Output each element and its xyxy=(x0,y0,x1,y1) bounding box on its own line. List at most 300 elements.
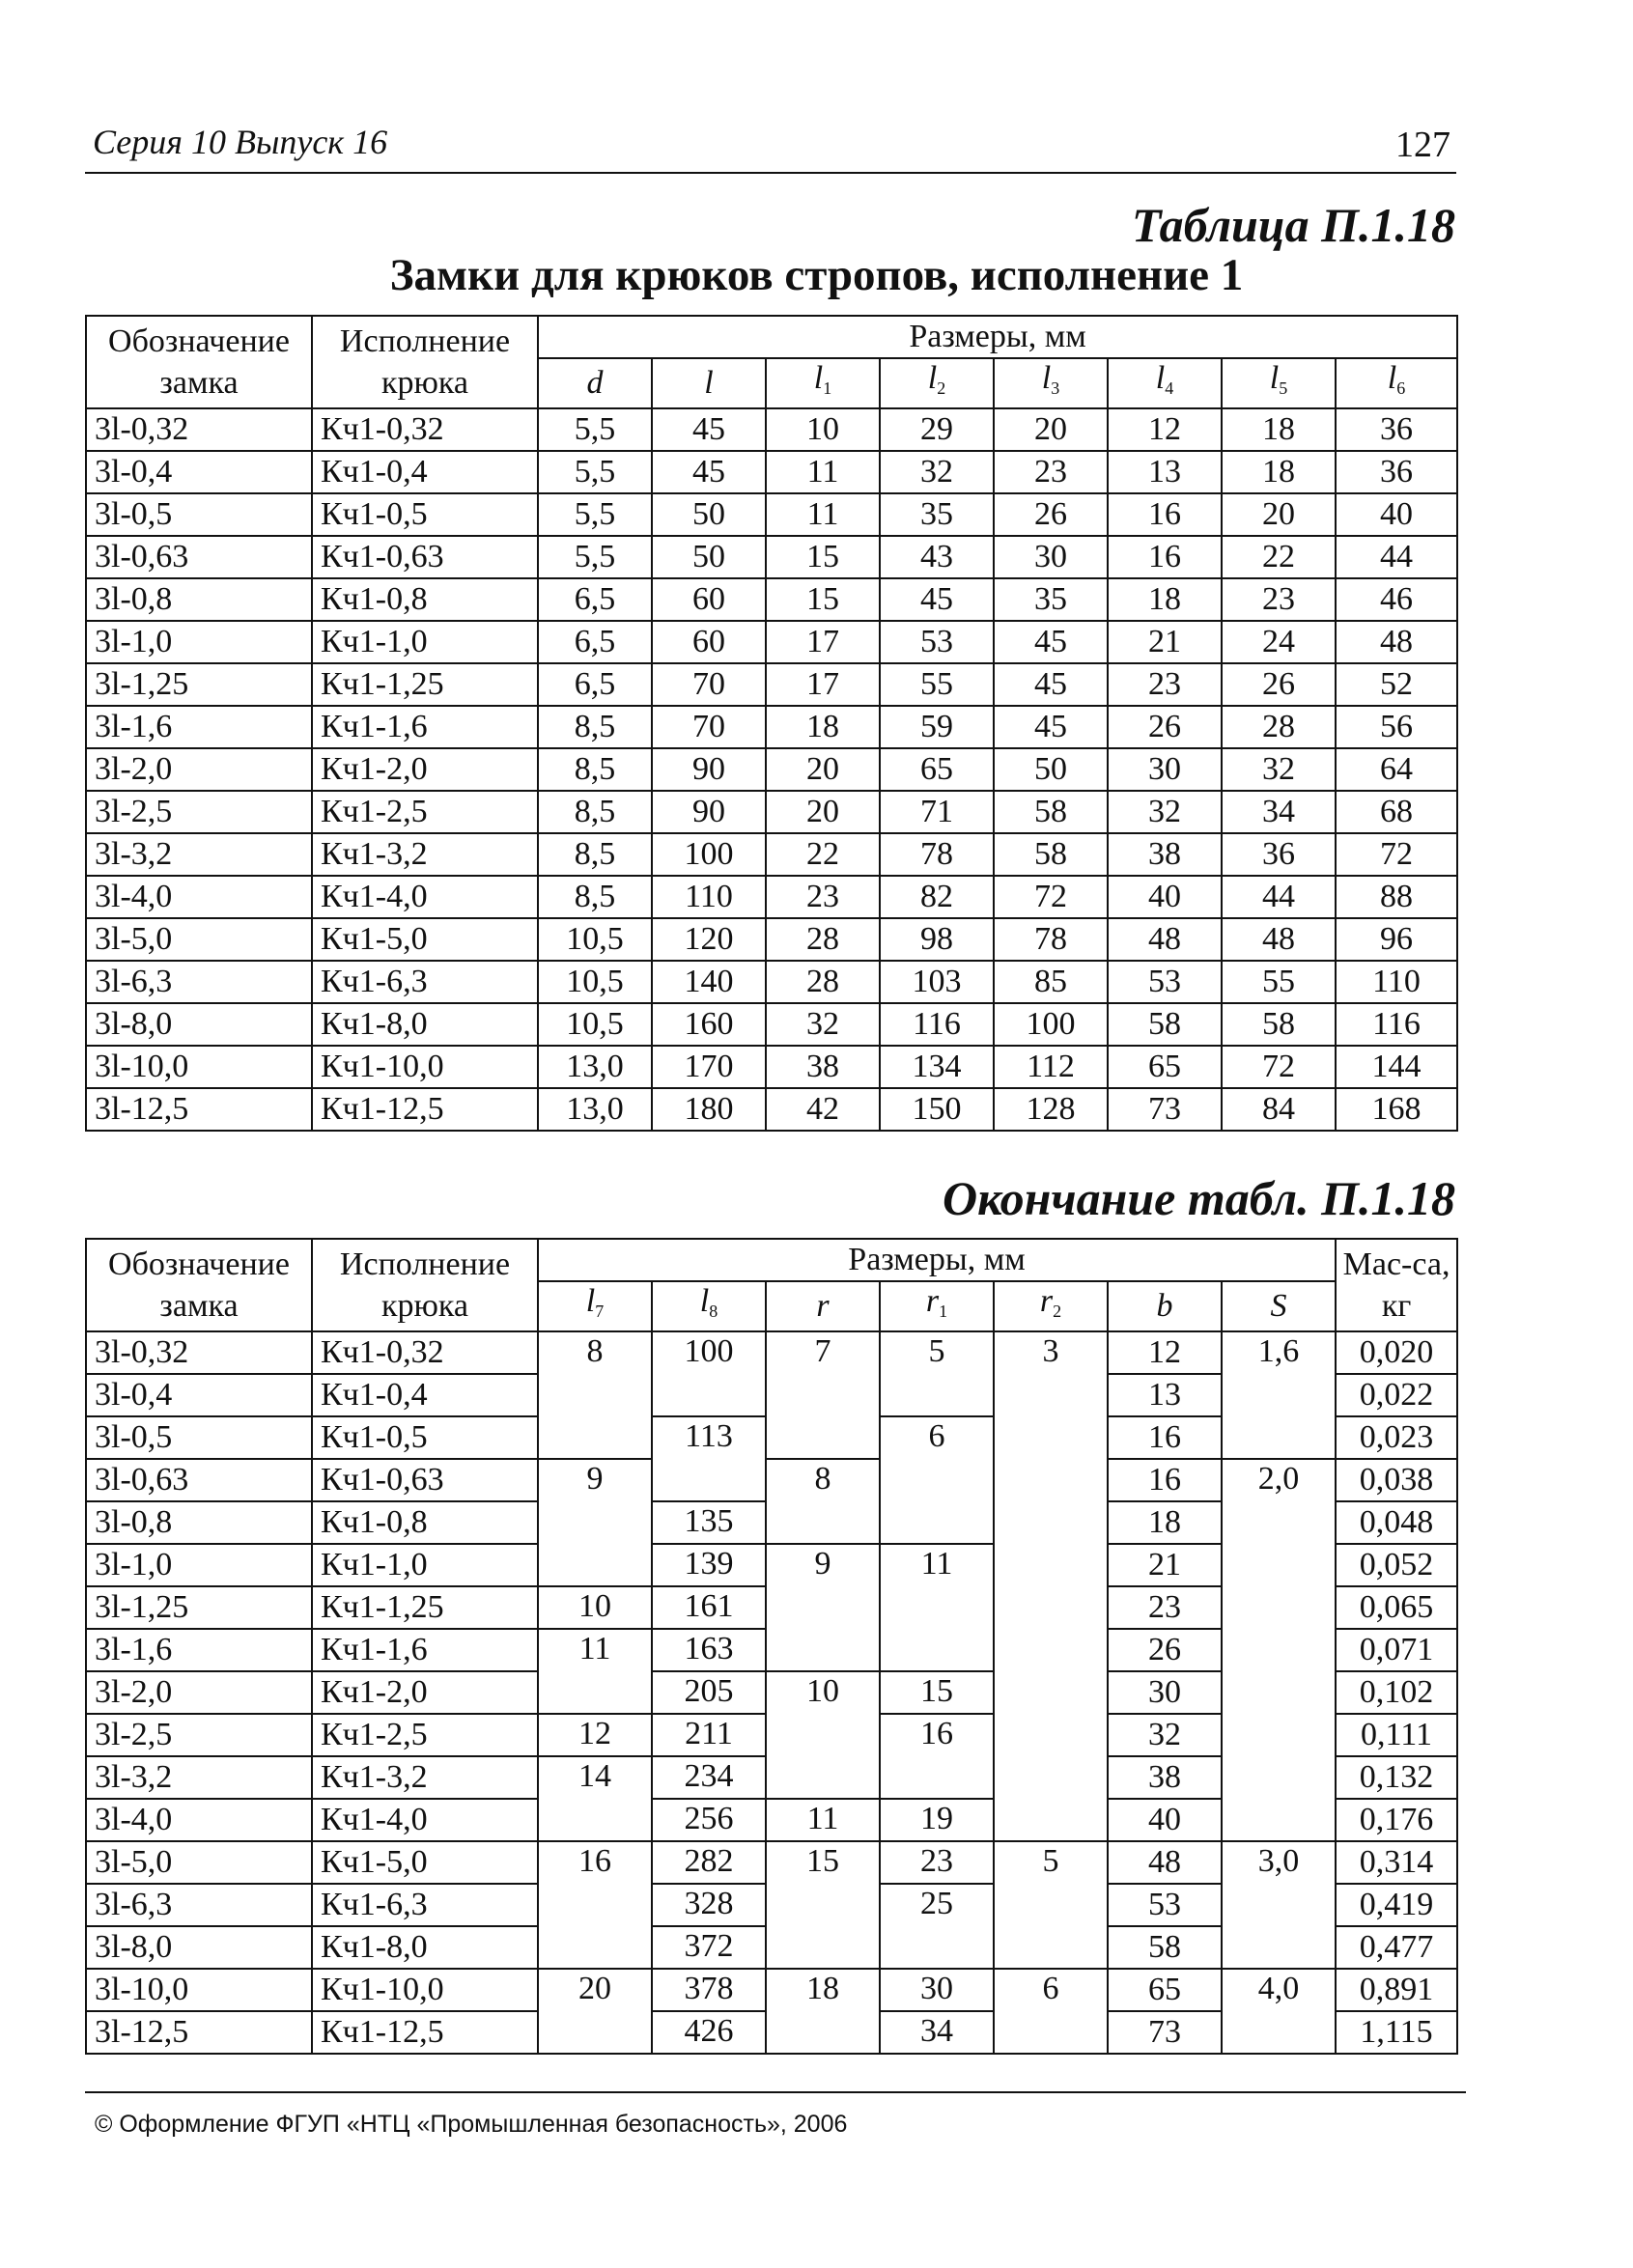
dim-l7: 10 xyxy=(538,1586,652,1629)
col-header-l1 xyxy=(766,358,880,408)
hook-version: Кч1-0,32 xyxy=(312,1331,538,1374)
dim-r1: 11 xyxy=(880,1544,994,1671)
dim-S: 4,0 xyxy=(1222,1969,1336,2054)
lock-designation: 3l-0,4 xyxy=(86,451,312,493)
dim-l: 45 xyxy=(652,408,766,451)
lock-designation: 3l-3,2 xyxy=(86,833,312,876)
hook-version: Кч1-0,63 xyxy=(312,1459,538,1501)
dim-b: 21 xyxy=(1108,1544,1222,1586)
dim-d: 6,5 xyxy=(538,663,652,706)
dim-l1: 38 xyxy=(766,1046,880,1088)
page-number: 127 xyxy=(1395,125,1450,165)
col-symbol: l xyxy=(1041,360,1052,396)
col-header-l xyxy=(652,358,766,408)
dim-l8: 234 xyxy=(652,1756,766,1799)
dim-S: 1,6 xyxy=(1222,1331,1336,1459)
dim-l4: 13 xyxy=(1108,451,1222,493)
dim-r1: 15 xyxy=(880,1671,994,1714)
table-row xyxy=(86,1046,1457,1088)
dim-r: 18 xyxy=(766,1969,880,2054)
dim-d: 5,5 xyxy=(538,451,652,493)
col-header-r xyxy=(766,1281,880,1331)
dim-l8: 282 xyxy=(652,1841,766,1884)
hook-version: Кч1-12,5 xyxy=(312,1088,538,1131)
dim-l: 70 xyxy=(652,663,766,706)
table-row xyxy=(86,493,1457,536)
dim-l7: 8 xyxy=(538,1331,652,1459)
dim-l7: 16 xyxy=(538,1841,652,1969)
dim-l4: 23 xyxy=(1108,663,1222,706)
hook-version: Кч1-2,5 xyxy=(312,1714,538,1756)
table-row xyxy=(86,1088,1457,1131)
continuation-label: Окончание табл. П.1.18 xyxy=(943,1171,1455,1225)
lock-designation: 3l-12,5 xyxy=(86,2011,312,2054)
mass-kg: 0,132 xyxy=(1336,1756,1457,1799)
lock-designation: 3l-4,0 xyxy=(86,876,312,918)
dim-l1: 20 xyxy=(766,791,880,833)
col-symbol: S xyxy=(1270,1288,1287,1324)
mass-kg: 0,071 xyxy=(1336,1629,1457,1671)
col-header-S xyxy=(1222,1281,1336,1331)
table-row xyxy=(86,833,1457,876)
dim-l6: 88 xyxy=(1336,876,1457,918)
locks-table-part1 xyxy=(85,315,1458,1132)
hook-version: Кч1-6,3 xyxy=(312,961,538,1003)
col-header-d xyxy=(538,358,652,408)
dim-b: 48 xyxy=(1108,1841,1222,1884)
dim-l: 120 xyxy=(652,918,766,961)
hook-version: Кч1-8,0 xyxy=(312,1003,538,1046)
table-row xyxy=(86,748,1457,791)
dim-l3: 45 xyxy=(994,663,1108,706)
header-hook: Исполнение крюка xyxy=(312,316,538,408)
hook-version: Кч1-5,0 xyxy=(312,1841,538,1884)
col-subscript: 6 xyxy=(1396,378,1406,398)
lock-designation: 3l-0,5 xyxy=(86,493,312,536)
mass-kg: 0,102 xyxy=(1336,1671,1457,1714)
dim-l2: 43 xyxy=(880,536,994,578)
mass-kg: 0,419 xyxy=(1336,1884,1457,1926)
dim-l5: 44 xyxy=(1222,876,1336,918)
col-symbol: l xyxy=(699,1283,710,1319)
dim-l: 60 xyxy=(652,578,766,621)
table-label: Таблица П.1.18 xyxy=(1131,198,1455,252)
table-row xyxy=(86,961,1457,1003)
dim-l8: 113 xyxy=(652,1416,766,1501)
hook-version: Кч1-1,25 xyxy=(312,663,538,706)
dim-l6: 56 xyxy=(1336,706,1457,748)
dim-l2: 71 xyxy=(880,791,994,833)
dim-l5: 32 xyxy=(1222,748,1336,791)
dim-l6: 168 xyxy=(1336,1088,1457,1131)
col-symbol: r xyxy=(1039,1283,1054,1319)
dim-l2: 116 xyxy=(880,1003,994,1046)
dim-d: 8,5 xyxy=(538,748,652,791)
dim-l4: 58 xyxy=(1108,1003,1222,1046)
dim-l8: 211 xyxy=(652,1714,766,1756)
hook-version: Кч1-3,2 xyxy=(312,833,538,876)
dim-l5: 28 xyxy=(1222,706,1336,748)
dim-l5: 23 xyxy=(1222,578,1336,621)
dim-b: 65 xyxy=(1108,1969,1222,2011)
dim-l4: 18 xyxy=(1108,578,1222,621)
col-subscript: 2 xyxy=(937,378,946,398)
col-subscript: 8 xyxy=(709,1302,718,1321)
dim-l3: 23 xyxy=(994,451,1108,493)
dim-r1: 30 xyxy=(880,1969,994,2011)
dim-l4: 53 xyxy=(1108,961,1222,1003)
dim-l4: 32 xyxy=(1108,791,1222,833)
table-row xyxy=(86,408,1457,451)
dim-l2: 98 xyxy=(880,918,994,961)
hook-version: Кч1-5,0 xyxy=(312,918,538,961)
dim-l1: 32 xyxy=(766,1003,880,1046)
col-subscript: 4 xyxy=(1165,378,1174,398)
dim-r1: 5 xyxy=(880,1331,994,1416)
dim-l6: 36 xyxy=(1336,408,1457,451)
dim-l: 70 xyxy=(652,706,766,748)
dim-l3: 30 xyxy=(994,536,1108,578)
dim-l4: 21 xyxy=(1108,621,1222,663)
mass-kg: 0,891 xyxy=(1336,1969,1457,2011)
dim-l2: 59 xyxy=(880,706,994,748)
col-header-r2 xyxy=(994,1281,1108,1331)
dim-r: 9 xyxy=(766,1544,880,1671)
dim-l8: 372 xyxy=(652,1926,766,1969)
dim-d: 5,5 xyxy=(538,536,652,578)
copyright-footer: © Оформление ФГУП «НТЦ «Промышленная безопасность», 2006 xyxy=(85,2091,1466,2139)
dim-r: 15 xyxy=(766,1841,880,1969)
hook-version: Кч1-1,0 xyxy=(312,1544,538,1586)
dim-l2: 134 xyxy=(880,1046,994,1088)
mass-kg: 0,023 xyxy=(1336,1416,1457,1459)
table-row xyxy=(86,578,1457,621)
lock-designation: 3l-1,0 xyxy=(86,1544,312,1586)
lock-designation: 3l-10,0 xyxy=(86,1969,312,2011)
lock-designation: 3l-1,0 xyxy=(86,621,312,663)
dim-l1: 15 xyxy=(766,536,880,578)
header-hook: Исполнение крюка xyxy=(312,1239,538,1331)
dim-l4: 48 xyxy=(1108,918,1222,961)
dim-l8: 426 xyxy=(652,2011,766,2054)
dim-b: 73 xyxy=(1108,2011,1222,2054)
lock-designation: 3l-2,0 xyxy=(86,1671,312,1714)
dim-l4: 38 xyxy=(1108,833,1222,876)
lock-designation: 3l-4,0 xyxy=(86,1799,312,1841)
table-row xyxy=(86,1969,1457,2011)
dim-S: 2,0 xyxy=(1222,1459,1336,1841)
dim-l4: 16 xyxy=(1108,493,1222,536)
lock-designation: 3l-0,32 xyxy=(86,408,312,451)
dim-l7: 12 xyxy=(538,1714,652,1756)
lock-designation: 3l-0,5 xyxy=(86,1416,312,1459)
dim-l5: 72 xyxy=(1222,1046,1336,1088)
lock-designation: 3l-1,25 xyxy=(86,1586,312,1629)
dim-l: 90 xyxy=(652,748,766,791)
dim-b: 38 xyxy=(1108,1756,1222,1799)
col-symbol: r xyxy=(925,1283,940,1319)
dim-l5: 18 xyxy=(1222,408,1336,451)
lock-designation: 3l-0,63 xyxy=(86,536,312,578)
dim-l3: 58 xyxy=(994,833,1108,876)
header-designation: Обозначение замка xyxy=(86,316,312,408)
hook-version: Кч1-0,4 xyxy=(312,1374,538,1416)
col-symbol: b xyxy=(1156,1288,1173,1324)
dim-l6: 144 xyxy=(1336,1046,1457,1088)
dim-l: 60 xyxy=(652,621,766,663)
lock-designation: 3l-8,0 xyxy=(86,1003,312,1046)
lock-designation: 3l-0,8 xyxy=(86,578,312,621)
mass-kg: 0,176 xyxy=(1336,1799,1457,1841)
hook-version: Кч1-0,5 xyxy=(312,493,538,536)
dim-l8: 139 xyxy=(652,1544,766,1586)
dim-l5: 34 xyxy=(1222,791,1336,833)
dim-r2: 6 xyxy=(994,1969,1108,2054)
col-subscript: 5 xyxy=(1279,378,1288,398)
hook-version: Кч1-10,0 xyxy=(312,1046,538,1088)
hook-version: Кч1-0,4 xyxy=(312,451,538,493)
dim-l6: 116 xyxy=(1336,1003,1457,1046)
lock-designation: 3l-0,8 xyxy=(86,1501,312,1544)
dim-l5: 22 xyxy=(1222,536,1336,578)
dim-l6: 64 xyxy=(1336,748,1457,791)
lock-designation: 3l-10,0 xyxy=(86,1046,312,1088)
col-symbol: l xyxy=(813,360,824,396)
dim-l2: 78 xyxy=(880,833,994,876)
dim-r: 7 xyxy=(766,1331,880,1459)
col-header-l2 xyxy=(880,358,994,408)
mass-kg: 0,477 xyxy=(1336,1926,1457,1969)
dim-l8: 163 xyxy=(652,1629,766,1671)
dim-l3: 128 xyxy=(994,1088,1108,1131)
col-subscript: 1 xyxy=(939,1302,948,1321)
dim-b: 12 xyxy=(1108,1331,1222,1374)
dim-l8: 135 xyxy=(652,1501,766,1544)
hook-version: Кч1-2,5 xyxy=(312,791,538,833)
hook-version: Кч1-0,8 xyxy=(312,578,538,621)
dim-l6: 36 xyxy=(1336,451,1457,493)
dim-b: 16 xyxy=(1108,1416,1222,1459)
dim-l4: 12 xyxy=(1108,408,1222,451)
dim-l2: 32 xyxy=(880,451,994,493)
dim-l7: 20 xyxy=(538,1969,652,2054)
dim-d: 10,5 xyxy=(538,961,652,1003)
dim-b: 53 xyxy=(1108,1884,1222,1926)
table-row xyxy=(86,621,1457,663)
mass-kg: 0,065 xyxy=(1336,1586,1457,1629)
header-dimensions: Размеры, мм xyxy=(538,1239,1336,1281)
hook-version: Кч1-4,0 xyxy=(312,1799,538,1841)
dim-l5: 26 xyxy=(1222,663,1336,706)
mass-kg: 0,048 xyxy=(1336,1501,1457,1544)
dim-l5: 58 xyxy=(1222,1003,1336,1046)
dim-l3: 85 xyxy=(994,961,1108,1003)
dim-l6: 40 xyxy=(1336,493,1457,536)
dim-l8: 161 xyxy=(652,1586,766,1629)
hook-version: Кч1-8,0 xyxy=(312,1926,538,1969)
mass-kg: 0,038 xyxy=(1336,1459,1457,1501)
dim-l6: 68 xyxy=(1336,791,1457,833)
dim-d: 10,5 xyxy=(538,918,652,961)
dim-d: 6,5 xyxy=(538,578,652,621)
page-header xyxy=(85,114,1456,174)
dim-l2: 65 xyxy=(880,748,994,791)
dim-r1: 19 xyxy=(880,1799,994,1841)
dim-l5: 48 xyxy=(1222,918,1336,961)
lock-designation: 3l-0,4 xyxy=(86,1374,312,1416)
dim-l3: 45 xyxy=(994,621,1108,663)
col-symbol: r xyxy=(816,1288,830,1324)
lock-designation: 3l-12,5 xyxy=(86,1088,312,1131)
dim-l2: 82 xyxy=(880,876,994,918)
table-row xyxy=(86,791,1457,833)
col-symbol: l xyxy=(1269,360,1280,396)
dim-l: 170 xyxy=(652,1046,766,1088)
series-label: Серия 10 Выпуск 16 xyxy=(93,123,388,161)
table-row xyxy=(86,706,1457,748)
dim-r: 11 xyxy=(766,1799,880,1841)
col-header-l5 xyxy=(1222,358,1336,408)
dim-l4: 73 xyxy=(1108,1088,1222,1131)
dim-l5: 84 xyxy=(1222,1088,1336,1131)
dim-S: 3,0 xyxy=(1222,1841,1336,1969)
dim-l3: 50 xyxy=(994,748,1108,791)
dim-l1: 17 xyxy=(766,663,880,706)
hook-version: Кч1-2,0 xyxy=(312,1671,538,1714)
lock-designation: 3l-8,0 xyxy=(86,1926,312,1969)
dim-r1: 6 xyxy=(880,1416,994,1544)
mass-kg: 0,052 xyxy=(1336,1544,1457,1586)
dim-l3: 72 xyxy=(994,876,1108,918)
hook-version: Кч1-0,8 xyxy=(312,1501,538,1544)
dim-l: 90 xyxy=(652,791,766,833)
dim-l4: 26 xyxy=(1108,706,1222,748)
dim-l2: 45 xyxy=(880,578,994,621)
lock-designation: 3l-0,63 xyxy=(86,1459,312,1501)
dim-r1: 25 xyxy=(880,1884,994,1969)
dim-l2: 150 xyxy=(880,1088,994,1131)
dim-r1: 23 xyxy=(880,1841,994,1884)
table-row xyxy=(86,1003,1457,1046)
dim-d: 8,5 xyxy=(538,706,652,748)
dim-l6: 96 xyxy=(1336,918,1457,961)
dim-l2: 35 xyxy=(880,493,994,536)
col-symbol: l xyxy=(1155,360,1166,396)
col-symbol: l xyxy=(585,1283,596,1319)
dim-d: 5,5 xyxy=(538,408,652,451)
dim-l5: 20 xyxy=(1222,493,1336,536)
hook-version: Кч1-1,25 xyxy=(312,1586,538,1629)
dim-l1: 10 xyxy=(766,408,880,451)
dim-r2: 3 xyxy=(994,1331,1108,1841)
hook-version: Кч1-0,5 xyxy=(312,1416,538,1459)
dim-l1: 11 xyxy=(766,451,880,493)
dim-b: 23 xyxy=(1108,1586,1222,1629)
table-row xyxy=(86,1331,1457,1374)
lock-designation: 3l-5,0 xyxy=(86,1841,312,1884)
table-row xyxy=(86,663,1457,706)
hook-version: Кч1-0,63 xyxy=(312,536,538,578)
dim-b: 58 xyxy=(1108,1926,1222,1969)
dim-l3: 45 xyxy=(994,706,1108,748)
table-row xyxy=(86,1841,1457,1884)
col-subscript: 1 xyxy=(823,378,832,398)
dim-b: 40 xyxy=(1108,1799,1222,1841)
dim-r1: 16 xyxy=(880,1714,994,1799)
dim-b: 18 xyxy=(1108,1501,1222,1544)
dim-l6: 48 xyxy=(1336,621,1457,663)
dim-l8: 256 xyxy=(652,1799,766,1841)
col-subscript: 2 xyxy=(1053,1302,1062,1321)
col-symbol: d xyxy=(586,365,604,401)
dim-l4: 30 xyxy=(1108,748,1222,791)
dim-r2: 5 xyxy=(994,1841,1108,1969)
dim-b: 16 xyxy=(1108,1459,1222,1501)
table-row xyxy=(86,918,1457,961)
dim-l1: 28 xyxy=(766,961,880,1003)
dim-l5: 36 xyxy=(1222,833,1336,876)
dim-l1: 42 xyxy=(766,1088,880,1131)
table-body xyxy=(86,1331,1457,2054)
table-row xyxy=(86,536,1457,578)
dim-l: 50 xyxy=(652,493,766,536)
col-subscript: 3 xyxy=(1051,378,1060,398)
col-header-l7 xyxy=(538,1281,652,1331)
table-title: Замки для крюков стропов, исполнение 1 xyxy=(389,250,1244,300)
dim-d: 8,5 xyxy=(538,876,652,918)
dim-l5: 18 xyxy=(1222,451,1336,493)
dim-l1: 18 xyxy=(766,706,880,748)
dim-b: 32 xyxy=(1108,1714,1222,1756)
dim-l3: 35 xyxy=(994,578,1108,621)
header-designation: Обозначение замка xyxy=(86,1239,312,1331)
dim-l1: 17 xyxy=(766,621,880,663)
dim-l5: 55 xyxy=(1222,961,1336,1003)
dim-l1: 11 xyxy=(766,493,880,536)
dim-d: 8,5 xyxy=(538,791,652,833)
dim-l3: 78 xyxy=(994,918,1108,961)
col-symbol: l xyxy=(927,360,938,396)
lock-designation: 3l-2,5 xyxy=(86,791,312,833)
dim-l7: 14 xyxy=(538,1756,652,1841)
dim-l8: 378 xyxy=(652,1969,766,2011)
hook-version: Кч1-1,6 xyxy=(312,1629,538,1671)
lock-designation: 3l-3,2 xyxy=(86,1756,312,1799)
lock-designation: 3l-5,0 xyxy=(86,918,312,961)
dim-d: 13,0 xyxy=(538,1046,652,1088)
dim-l2: 55 xyxy=(880,663,994,706)
lock-designation: 3l-1,6 xyxy=(86,1629,312,1671)
dim-b: 30 xyxy=(1108,1671,1222,1714)
dim-l2: 103 xyxy=(880,961,994,1003)
dim-l: 140 xyxy=(652,961,766,1003)
col-symbol: l xyxy=(1387,360,1397,396)
dim-d: 5,5 xyxy=(538,493,652,536)
dim-l4: 40 xyxy=(1108,876,1222,918)
lock-designation: 3l-1,6 xyxy=(86,706,312,748)
table-row xyxy=(86,876,1457,918)
col-header-l8 xyxy=(652,1281,766,1331)
mass-kg: 1,115 xyxy=(1336,2011,1457,2054)
dim-d: 10,5 xyxy=(538,1003,652,1046)
mass-kg: 0,020 xyxy=(1336,1331,1457,1374)
col-header-l6 xyxy=(1336,358,1457,408)
dim-d: 8,5 xyxy=(538,833,652,876)
dim-l1: 15 xyxy=(766,578,880,621)
dim-l6: 110 xyxy=(1336,961,1457,1003)
dim-l: 45 xyxy=(652,451,766,493)
dim-l3: 58 xyxy=(994,791,1108,833)
